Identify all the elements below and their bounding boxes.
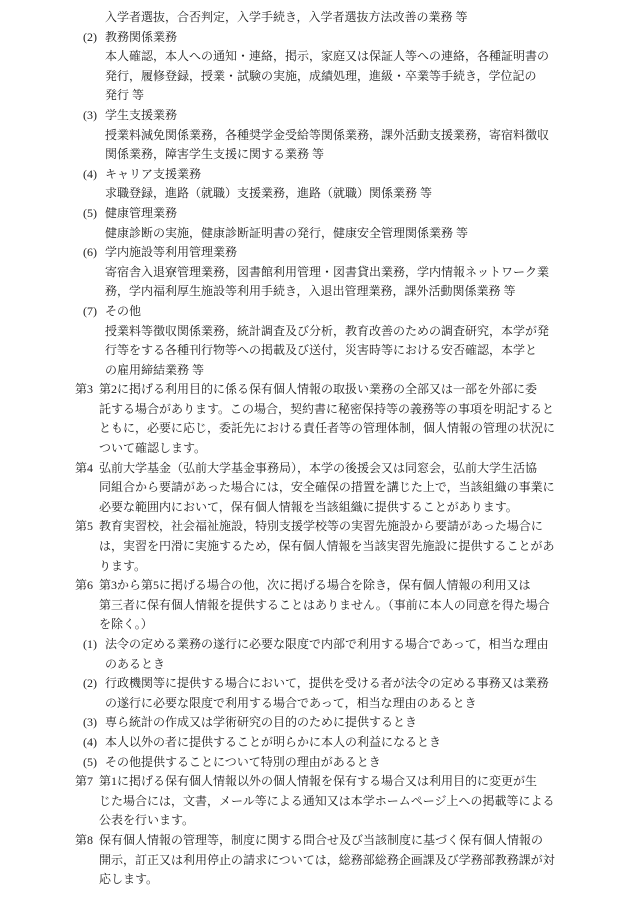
numbered-item-line <box>0 733 630 753</box>
section-paragraph-line <box>0 459 630 479</box>
item-number: (2) <box>83 29 97 44</box>
text-line <box>0 792 630 812</box>
item-number: (5) <box>83 205 97 220</box>
section-paragraph-line <box>0 831 630 851</box>
section-paragraph-line <box>0 380 630 400</box>
line-text: じた場合には，文書，メール等による通知又は本学ホームページ上への掲載等による <box>99 793 555 808</box>
line-text: の遂行に必要な限度で利用する場合であって，相当な理由のあるとき <box>105 695 477 710</box>
numbered-item-line <box>0 243 630 263</box>
text-line <box>0 282 630 302</box>
line-text: 学生支援業務 <box>105 107 178 122</box>
item-number: (3) <box>83 107 97 122</box>
text-line <box>0 811 630 831</box>
text-line <box>0 478 630 498</box>
text-line <box>0 67 630 87</box>
numbered-item-line <box>0 713 630 733</box>
section-number: 第5 <box>75 519 94 534</box>
item-number: (2) <box>83 676 97 691</box>
text-line <box>0 224 630 244</box>
text-line <box>0 851 630 871</box>
line-text: 本人確認，本人への通知・連絡，掲示，家庭又は保証人等への連絡，各種証明書の <box>105 49 550 64</box>
line-text: 関係業務，障害学生支援に関する業務 等 <box>105 147 325 162</box>
line-text: ります。 <box>99 558 147 573</box>
line-text: 健康診断の実施，健康診断証明書の発行，健康安全管理関係業務 等 <box>105 225 469 240</box>
item-number: (4) <box>83 734 97 749</box>
line-text: 務，学内福利厚生施設等利用手続き，入退出管理業務，課外活動関係業務 等 <box>105 284 516 299</box>
text-line <box>0 263 630 283</box>
line-text: 保有個人情報の管理等，制度に関する問合せ及び当該制度に基づく保有個人情報の <box>99 832 544 847</box>
line-text: 発行 等 <box>105 88 145 103</box>
line-text: 応します。 <box>99 872 159 887</box>
line-text: 必要な範囲内において，保有個人情報を当該組織に提供することがあります。 <box>99 499 518 514</box>
section-number: 第4 <box>75 460 94 475</box>
text-line <box>0 126 630 146</box>
text-line <box>0 870 630 890</box>
item-number: (1) <box>83 637 97 651</box>
line-text: 第三者に保有個人情報を提供することはありません。（事前に本人の同意を得た場合 <box>99 597 550 612</box>
line-text: 開示，訂正又は利用停止の請求については，総務部総務企画課及び学務部教務課が対 <box>99 852 555 867</box>
numbered-item-line <box>0 106 630 126</box>
line-text: 学内施設等利用管理業務 <box>105 245 238 260</box>
text-line <box>0 8 630 28</box>
line-text: 第1に掲げる保有個人情報以外の個人情報を保有する場合又は利用目的に変更が生 <box>99 774 538 789</box>
line-text: ともに，必要に応じ，委託先における責任者等の管理体制，個人情報の管理の状況に <box>99 421 556 436</box>
text-line <box>0 47 630 67</box>
line-text: 公表を行います。 <box>99 813 195 828</box>
line-text: 教務関係業務 <box>105 29 178 44</box>
text-line <box>0 361 630 381</box>
line-text: ついて確認します。 <box>99 441 207 456</box>
text-line <box>0 439 630 459</box>
text-line <box>0 419 630 439</box>
text-line <box>0 86 630 106</box>
line-text: 寄宿舎入退寮管理業務，図書館利用管理・図書貸出業務，学内情報ネットワーク業 <box>105 264 550 279</box>
section-number: 第7 <box>75 774 94 789</box>
line-text: 行政機関等に提供する場合において，提供を受ける者が法令の定める事務又は業務 <box>105 676 549 691</box>
text-line <box>0 557 630 577</box>
text-line <box>0 655 630 675</box>
text-line <box>0 694 630 714</box>
line-text: 発行，履修登録，授業・試験の実施，成績処理，進級・卒業等手続き，学位記の <box>105 68 537 83</box>
line-text: 本人以外の者に提供することが明らかに本人の利益になるとき <box>105 734 442 749</box>
line-text: その他提供することについて特別の理由があるとき <box>105 754 381 769</box>
text-line <box>0 498 630 518</box>
section-paragraph-line <box>0 576 630 596</box>
line-text: その他 <box>105 303 142 318</box>
line-text: 法令の定める業務の遂行に必要な限度で内部で利用する場合であって，相当な理由 <box>105 637 549 651</box>
item-number: (7) <box>83 303 97 318</box>
line-text: キャリア支援業務 <box>105 166 202 181</box>
numbered-item-line <box>0 204 630 224</box>
numbered-item-line <box>0 28 630 48</box>
line-text: 同組合から要請があった場合には，安全確保の措置を講じた上で，当該組織の事業に <box>99 480 555 495</box>
item-number: (4) <box>83 166 97 181</box>
line-text: 第3から第5に掲げる場合の他，次に掲げる場合を除き，保有個人情報の利用又は <box>99 578 531 593</box>
item-number: (5) <box>83 754 97 769</box>
section-number: 第6 <box>75 578 94 593</box>
line-text: のあるとき <box>105 656 166 671</box>
line-text: 授業料等徴収関係業務，統計調査及び分析，教育改善のための調査研究，本学が発 <box>105 323 550 338</box>
line-text: 専ら統計の作成又は学術研究の目的のために提供するとき <box>105 715 418 730</box>
numbered-item-line <box>0 635 630 655</box>
line-text: 弘前大学基金（弘前大学基金事務局），本学の後援会又は同窓会，弘前大学生活協 <box>99 460 538 475</box>
text-line <box>0 322 630 342</box>
line-text: は，実習を円滑に実施するため，保有個人情報を当該実習先施設に提供することがあ <box>99 539 555 554</box>
line-text: 入学者選抜，合否判定，入学手続き，入学者選抜方法改善の業務 等 <box>105 10 468 24</box>
line-text: 託する場合があります。この場合，契約書に秘密保持等の義務等の事項を明記すると <box>99 401 555 416</box>
numbered-item-line <box>0 302 630 322</box>
section-number: 第8 <box>75 832 94 847</box>
line-text: 求職登録，進路（就職）支援業務，進路（就職）関係業務 等 <box>105 186 433 201</box>
line-text: 教育実習校，社会福祉施設，特別支援学校等の実習先施設から要請があった場合に <box>99 519 543 534</box>
text-line <box>0 145 630 165</box>
text-line <box>0 341 630 361</box>
section-number: 第3 <box>75 382 94 397</box>
text-line <box>0 400 630 420</box>
section-paragraph-line <box>0 517 630 537</box>
text-line <box>0 537 630 557</box>
line-text: 健康管理業務 <box>105 205 178 220</box>
numbered-item-line <box>0 165 630 185</box>
item-number: (3) <box>83 715 97 730</box>
line-text: を除く。） <box>99 617 153 632</box>
item-number: (6) <box>83 245 97 260</box>
numbered-item-line <box>0 753 630 773</box>
line-text: の雇用締結業務 等 <box>105 362 205 377</box>
text-line <box>0 615 630 635</box>
section-paragraph-line <box>0 772 630 792</box>
text-line <box>0 184 630 204</box>
numbered-item-line <box>0 674 630 694</box>
line-text: 行等をする各種刊行物等への掲載及び送付，災害時等における安否確認，本学と <box>105 343 538 358</box>
text-line <box>0 596 630 616</box>
line-text: 第2に掲げる利用目的に係る保有個人情報の取扱い業務の全部又は一部を外部に委 <box>99 382 538 397</box>
line-text: 授業料減免関係業務，各種奨学金受給等関係業務，課外活動支援業務，寄宿料徴収 <box>105 127 550 142</box>
